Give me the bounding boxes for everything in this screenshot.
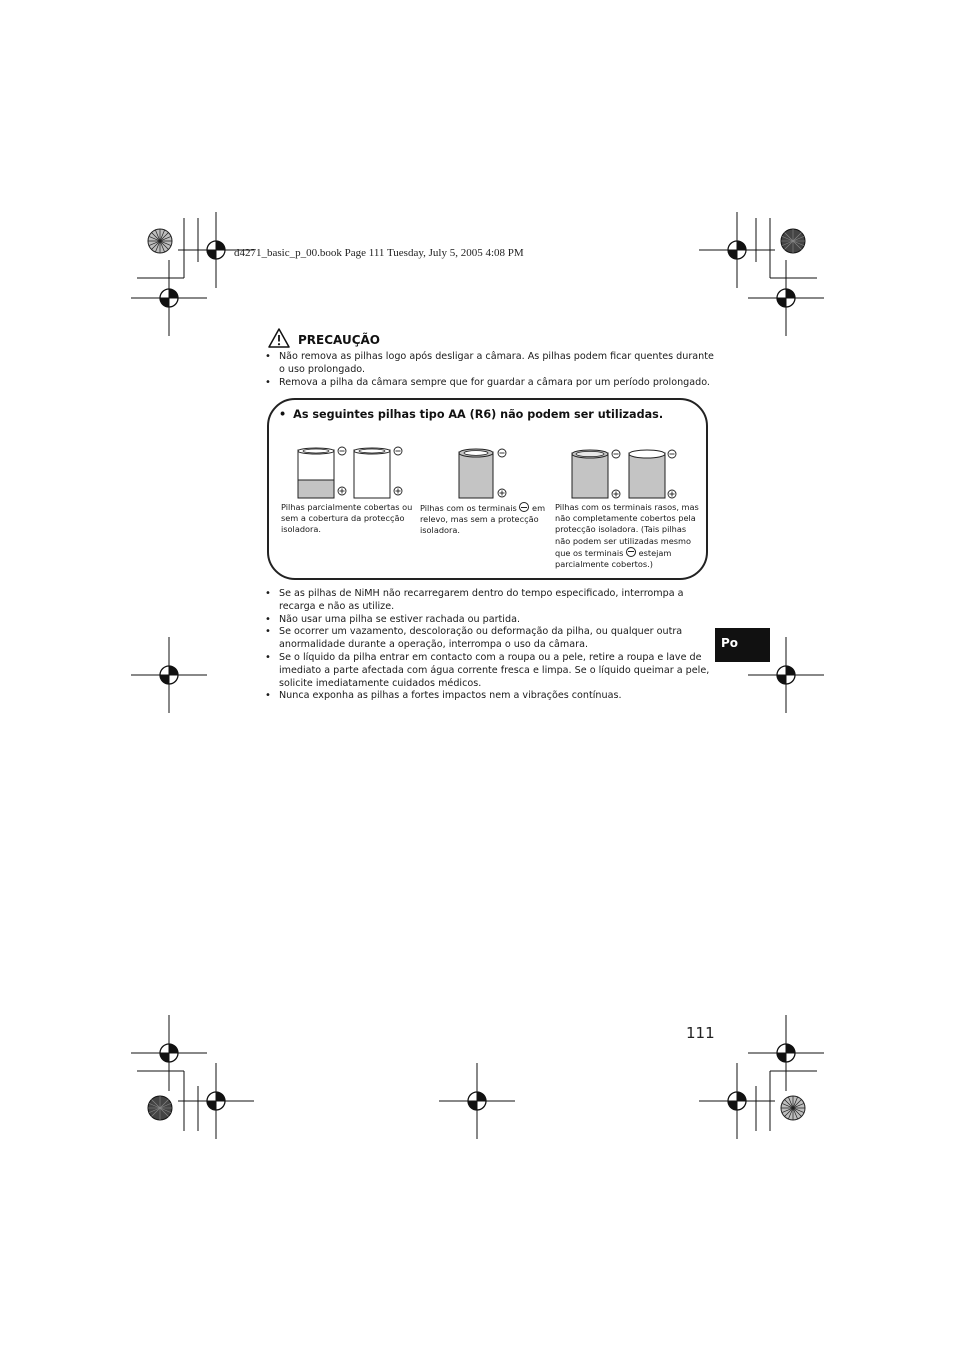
caption-text: Pilhas com os terminais rasos, mas não completamente cobertos pela protecção isoladora. (Tais pilhas não podem ser utilizadas mesmo que os terminais xyxy=(555,502,699,558)
caution-title: PRECAUÇÃO xyxy=(298,333,380,347)
caption-raised-terminals xyxy=(420,502,548,537)
list-item: • Se ocorrer um vazamento, descoloração ou deformação da pilha, ou qualquer outra anormalidade durante a operação, interrompa o uso da câmara. xyxy=(265,626,713,652)
raised-terminal-battery-illustration xyxy=(452,440,522,500)
list-item: • Remova a pilha da câmara sempre que for guardar a câmara por um período prolongado. xyxy=(265,377,715,390)
page-number: 111 xyxy=(686,1024,715,1042)
minus-terminal-icon xyxy=(626,547,636,557)
list-item: • Não usar uma pilha se estiver rachada ou partida. xyxy=(265,614,713,627)
caption-partial-covering: Pilhas parcialmente cobertas ou sem a cobertura da protecção isoladora. xyxy=(281,502,413,535)
list-item: • Nunca exponha as pilhas a fortes impactos nem a vibrações contínuas. xyxy=(265,690,713,703)
caption-text: estejam parcialmente cobertos.) xyxy=(555,547,672,570)
flat-terminal-batteries-illustration xyxy=(565,440,685,500)
list-item: • Se as pilhas de NiMH não recarregarem dentro do tempo especificado, interrompa a recarga e não as utilize. xyxy=(265,588,713,614)
list-item: • Não remova as pilhas logo após desligar a câmara. As pilhas podem ficar quentes durante o uso prolongado. xyxy=(265,351,715,377)
battery-warnings-list xyxy=(265,588,713,703)
caption-text: em relevo, mas sem a protecção isoladora. xyxy=(420,503,546,536)
book-header: d4271_basic_p_00.book Page 111 Tuesday, July 5, 2005 4:08 PM xyxy=(234,247,524,259)
battery-box-title: • As seguintes pilhas tipo AA (R6) não podem ser utilizadas. xyxy=(279,408,704,421)
list-item: • Se o líquido da pilha entrar em contacto com a roupa ou a pele, retire a roupa e lave de imediato a parte afectada com água corrente fresca e limpa. Se o líquido queimar a pele, solicite imediatamente cuidados médicos. xyxy=(265,652,713,690)
partially-covered-batteries-illustration xyxy=(290,440,420,500)
caption-flat-terminals xyxy=(555,502,700,570)
language-tab: Po xyxy=(715,628,770,662)
caption-text: Pilhas com os terminais xyxy=(420,503,517,513)
warning-triangle-icon xyxy=(268,328,290,348)
minus-terminal-icon xyxy=(519,502,529,512)
caution-list xyxy=(265,351,715,389)
